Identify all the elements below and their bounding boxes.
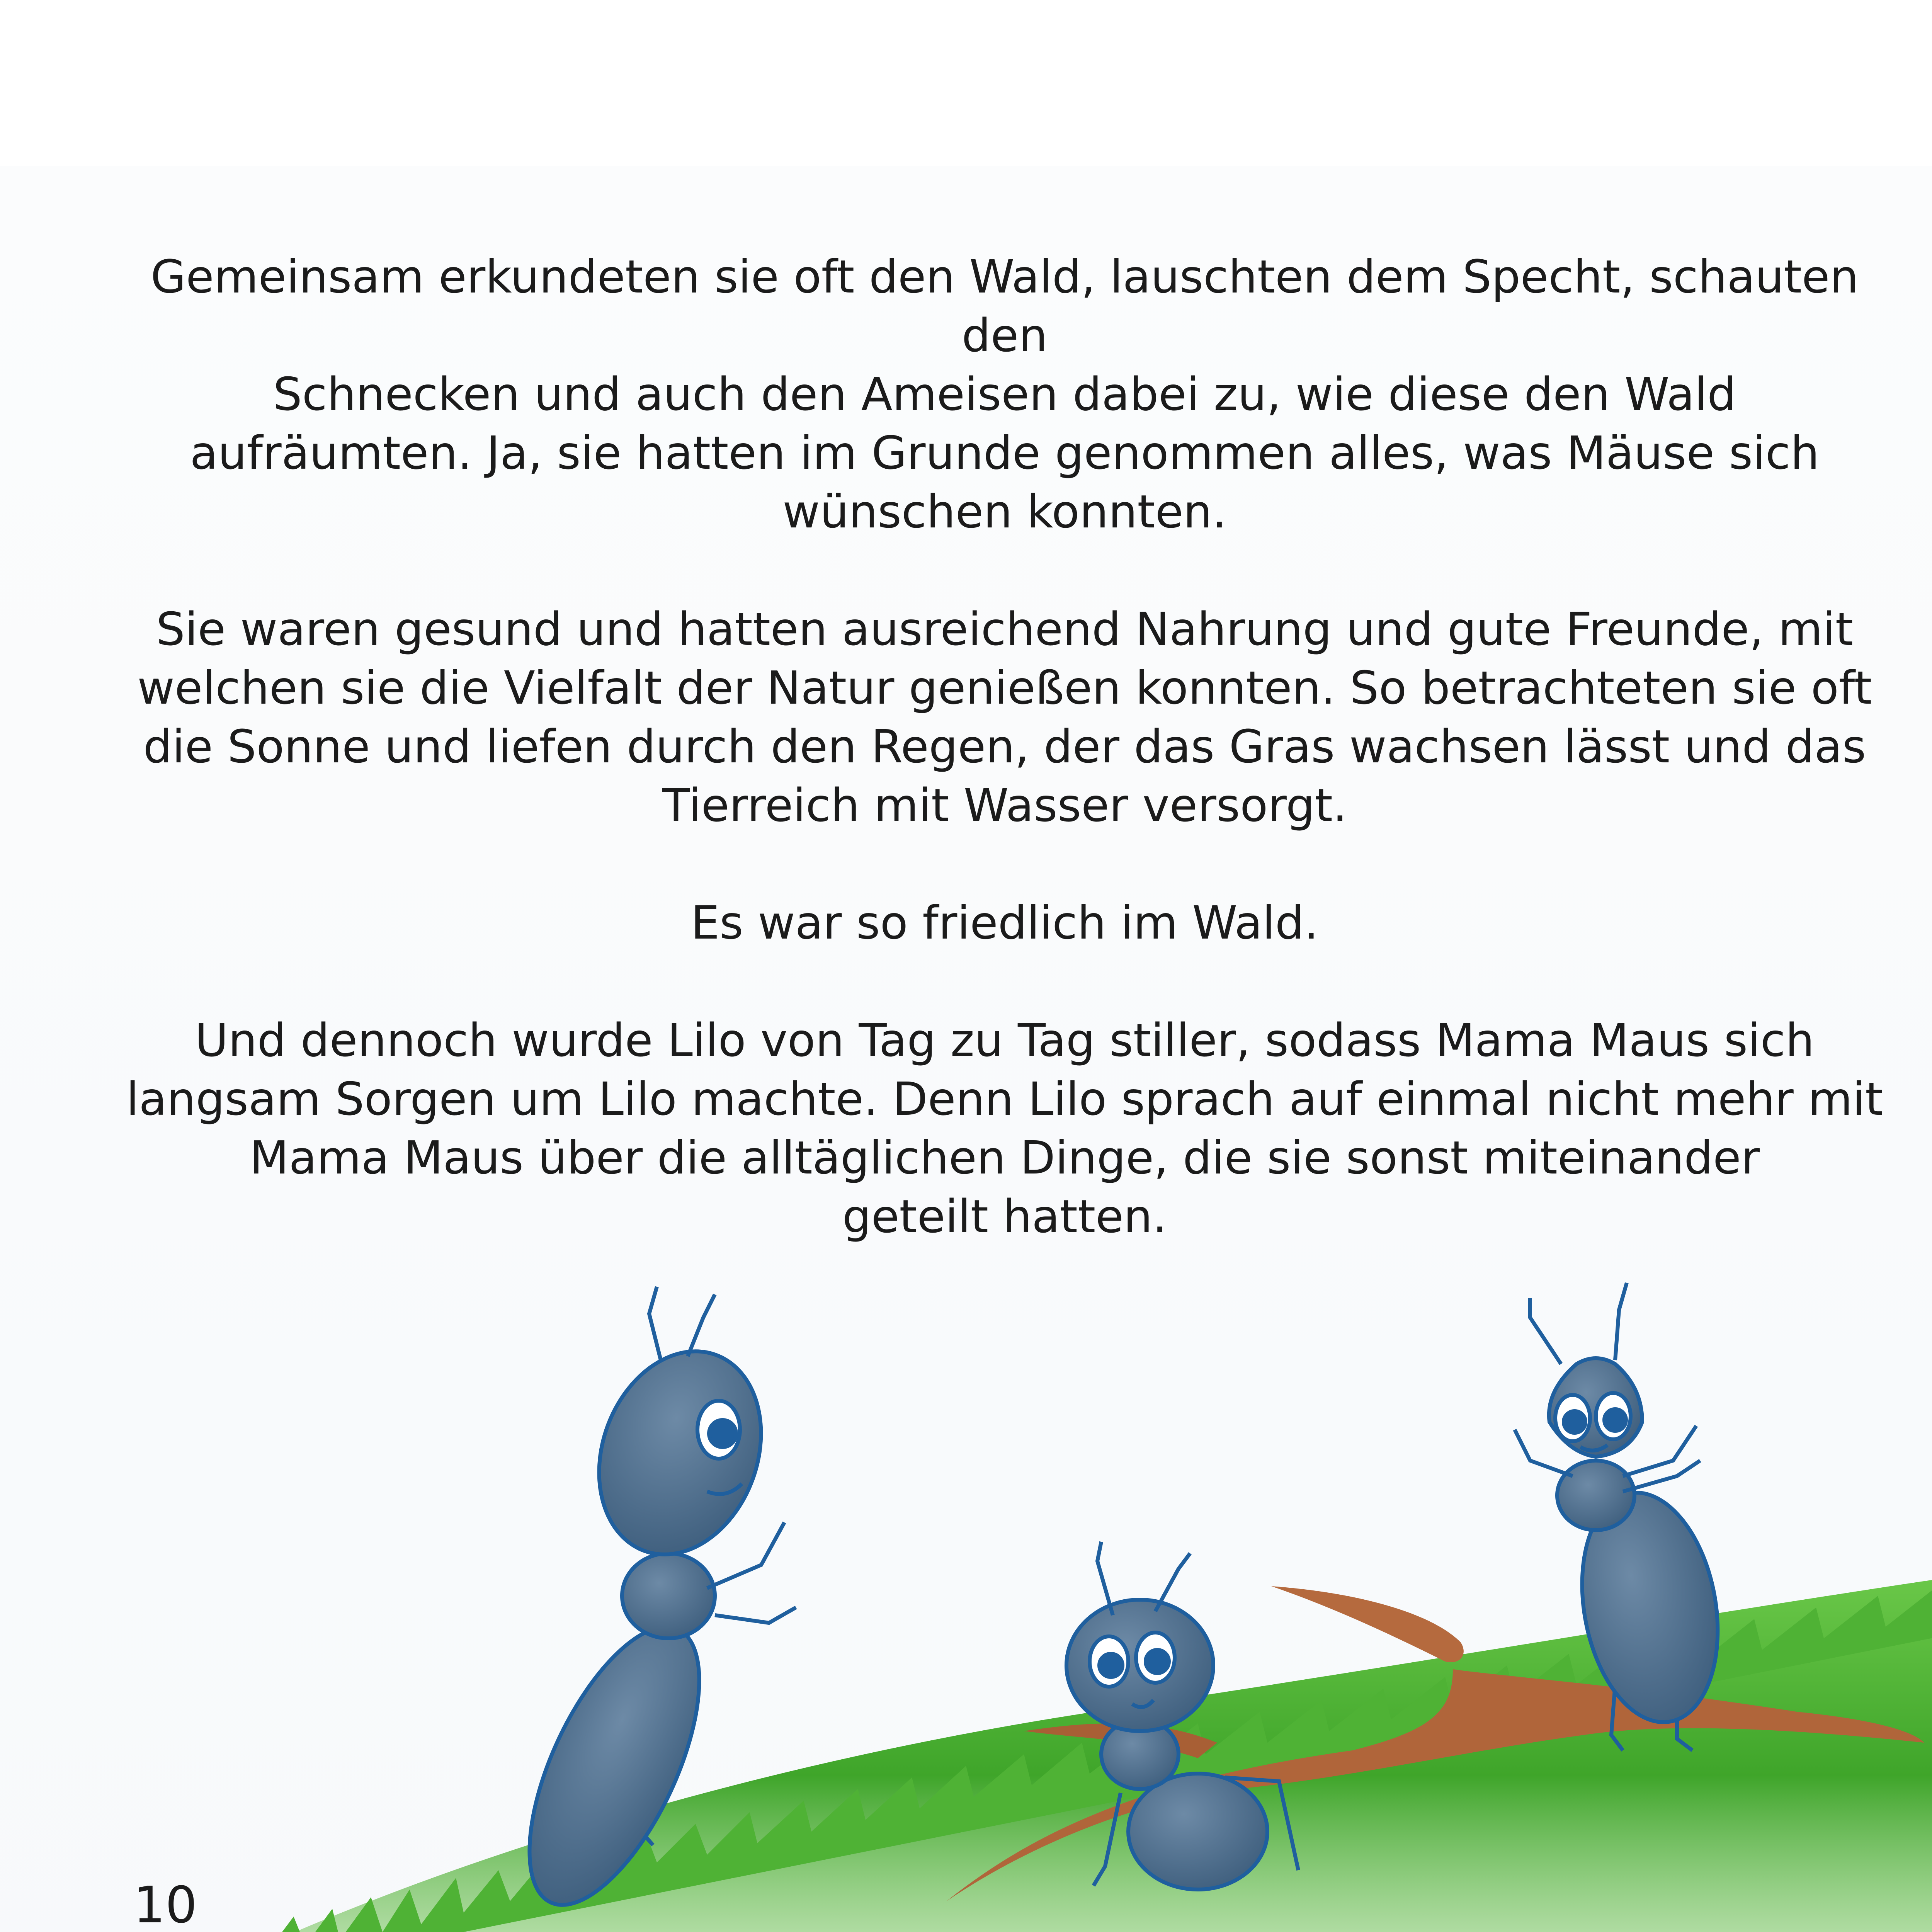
text-line: wünschen konnten. — [782, 485, 1227, 538]
text-line: Es war so friedlich im Wald. — [690, 896, 1319, 949]
text-line: Schnecken und auch den Ameisen dabei zu, wie diese den Wald — [273, 367, 1736, 421]
text-line: die Sonne und liefen durch den Regen, der das Gras wachsen lässt und das — [143, 720, 1866, 773]
paragraph-3 — [116, 893, 1893, 952]
story-text — [116, 247, 1893, 1304]
text-line: langsam Sorgen um Lilo machte. Denn Lilo sprach auf einmal nicht mehr mit — [126, 1072, 1883, 1126]
paragraph-2 — [116, 600, 1893, 835]
text-line: aufräumten. Ja, sie hatten im Grunde genommen alles, was Mäuse sich — [190, 426, 1820, 480]
text-line: Und dennoch wurde Lilo von Tag zu Tag stiller, sodass Mama Maus sich — [195, 1014, 1815, 1067]
text-line: Mama Maus über die alltäglichen Dinge, die sie sonst miteinander — [249, 1131, 1760, 1184]
text-line: welchen sie die Vielfalt der Natur genießen konnten. So betrachteten sie oft — [137, 661, 1872, 714]
text-line: Tierreich mit Wasser versorgt. — [662, 779, 1347, 832]
page-number: 10 — [133, 1876, 197, 1932]
paragraph-4 — [116, 1011, 1893, 1246]
text-line: Gemeinsam erkundeten sie oft den Wald, lauschten dem Specht, schauten den — [150, 250, 1859, 362]
text-line: Sie waren gesund und hatten ausreichend Nahrung und gute Freunde, mit — [156, 602, 1854, 656]
paragraph-1 — [116, 247, 1893, 541]
text-line: geteilt hatten. — [842, 1190, 1167, 1243]
ants-illustration — [0, 1275, 1932, 1932]
